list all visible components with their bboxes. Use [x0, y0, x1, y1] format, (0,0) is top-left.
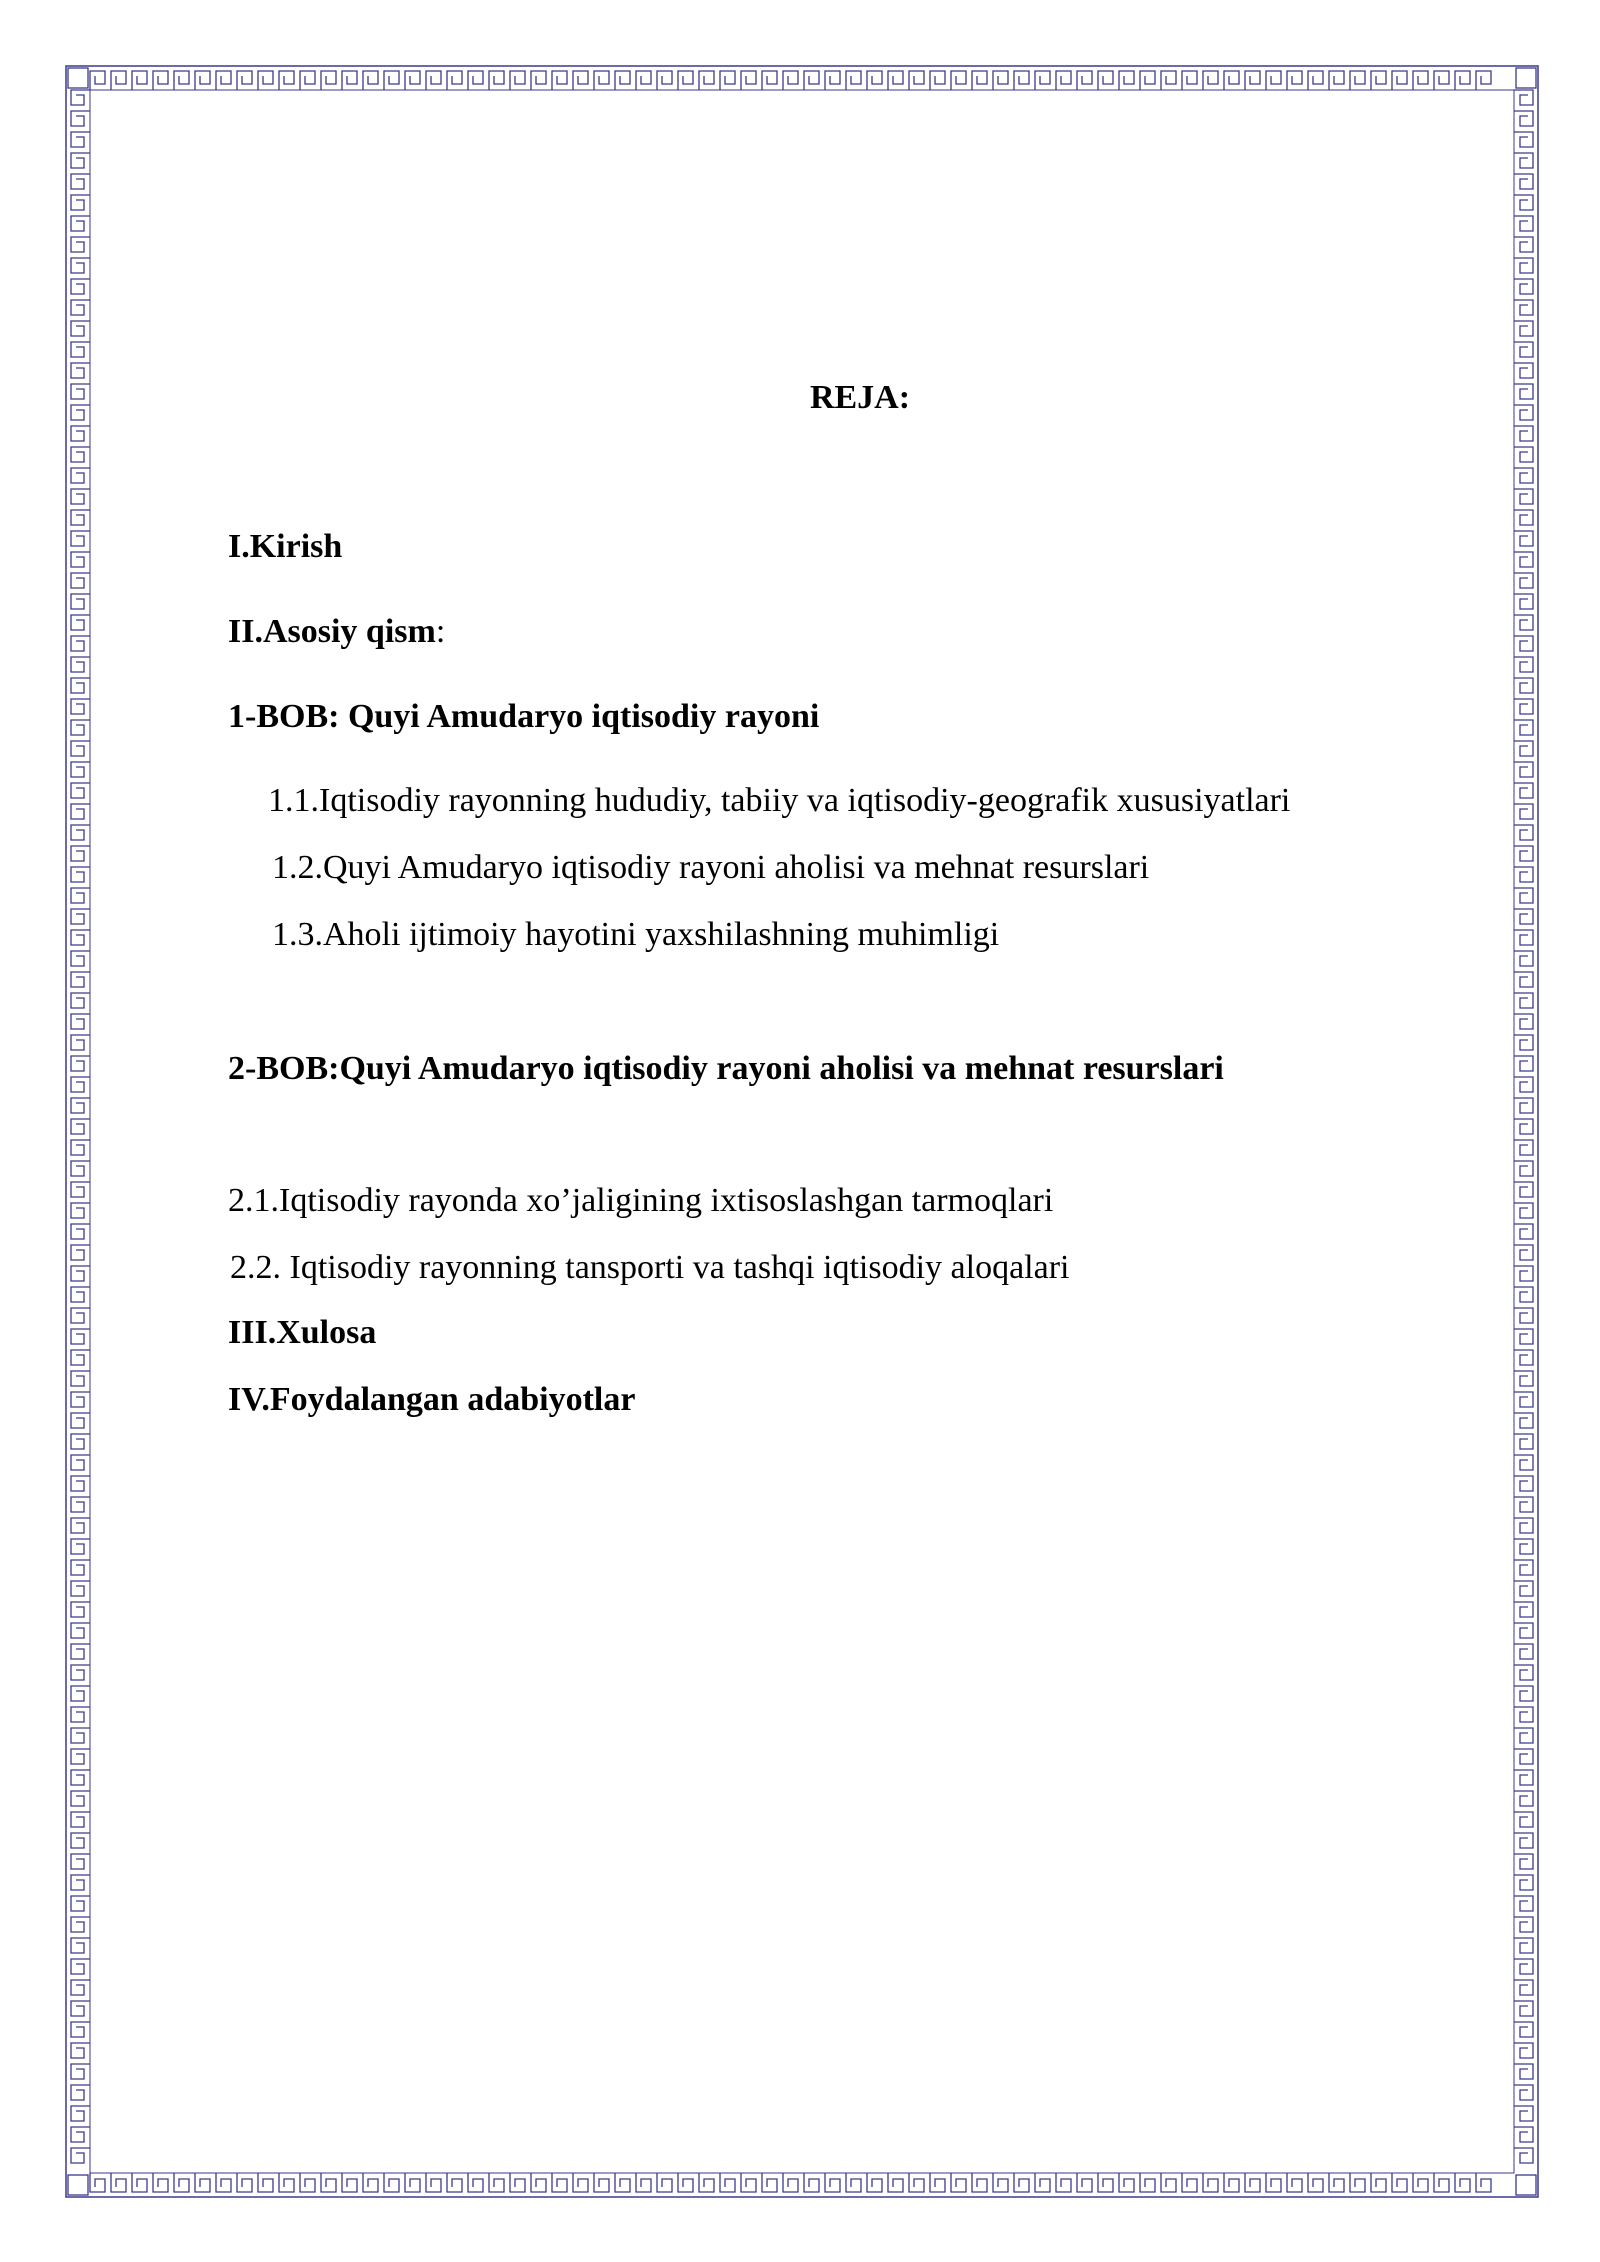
outline-item-main-part — [228, 612, 445, 652]
outline-section-1-1: 1.1.Iqtisodiy rayonning hududiy, tabiiy va iqtisodiy-geografik xususiyatlari — [268, 782, 1291, 819]
outline-item-main-part-colon: : — [435, 613, 446, 650]
page-title: REJA: — [809, 379, 911, 416]
outline-section-1-3: 1.3.Aholi ijtimoiy hayotini yaxshilashning muhimligi — [272, 916, 1000, 953]
outline-item-references: IV.Foydalangan adabiyotlar — [228, 1381, 636, 1418]
outline-section-2-2: 2.2. Iqtisodiy rayonning tansporti va tashqi iqtisodiy aloqalari — [230, 1249, 1070, 1286]
outline-chapter-2: 2-BOB:Quyi Amudaryo iqtisodiy rayoni aholisi va mehnat resurslari — [228, 1050, 1224, 1087]
outline-chapter-1: 1-BOB: Quyi Amudaryo iqtisodiy rayoni — [228, 698, 820, 735]
outline-item-introduction: I.Kirish — [228, 528, 343, 565]
outline-section-1-2: 1.2.Quyi Amudaryo iqtisodiy rayoni aholisi va mehnat resurslari — [272, 849, 1150, 886]
outline-section-2-1: 2.1.Iqtisodiy rayonda xo’jaligining ixtisoslashgan tarmoqlari — [228, 1182, 1054, 1219]
outline-item-conclusion: III.Xulosa — [228, 1314, 377, 1351]
outline-item-main-part-label: II.Asosiy qism — [228, 613, 436, 650]
